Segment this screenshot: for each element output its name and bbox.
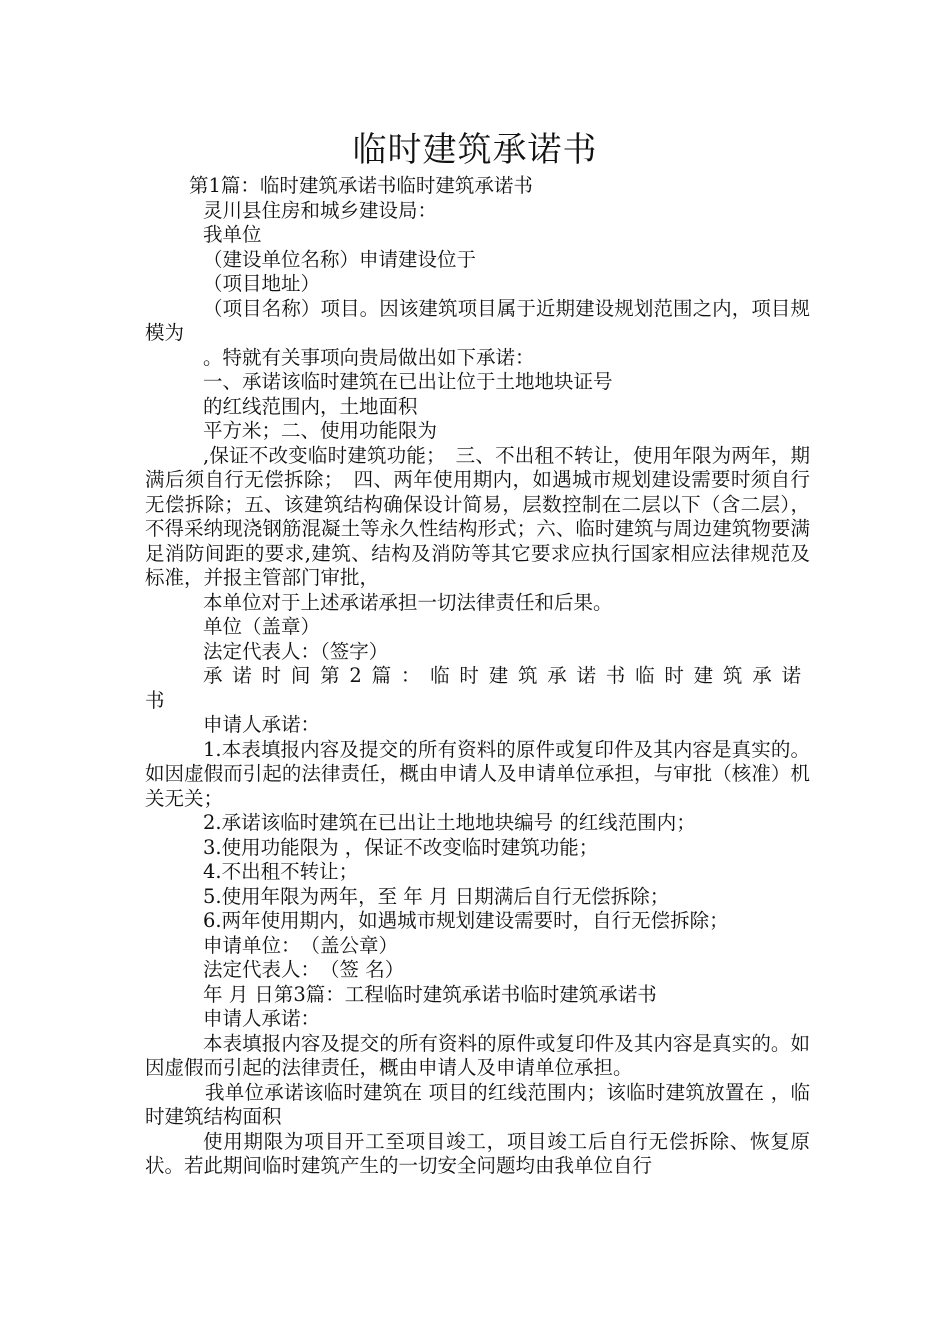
paragraph: （项目名称）项目。因该建筑项目属于近期建设规划范围之内，项目规模为 (145, 296, 810, 344)
document-title: 临时建筑承诺书 (352, 130, 598, 170)
paragraph: （项目地址） (203, 272, 321, 295)
paragraph: 灵川县住房和城乡建设局： (203, 198, 438, 222)
paragraph: 一、承诺该临时建筑在已出让位于土地地块证号 (203, 370, 613, 393)
paragraph: 3.使用功能限为 ，保证不改变临时建筑功能； (203, 835, 599, 859)
paragraph: 4.不出租不转让； (203, 860, 359, 883)
paragraph: ,保证不改变临时建筑功能； 三、不出租不转让，使用年限为两年，期满后须自行无偿拆除； 四、两年使用期内，如遇城市规划建设需要时须自行无偿拆除；五、该建筑结构确保设计简易，层数控制在二层以下（含二层），不得采纳现浇钢筋混凝土等永久性结构形式；六、临时建筑与周边建筑物要满足消防间距的要求,建筑、结构及消防等其它要求应执行国家相应法律规范及标准，并报主管部门审批， (145, 443, 810, 589)
paragraph: 1.本表填报内容及提交的所有资料的原件或复印件及其内容是真实的。如因虚假而引起的法律责任，概由申请人及申请单位承担，与审批（核准）机关无关； (145, 737, 810, 810)
paragraph: 承诺时间第2篇：临时建筑承诺书临时建筑承诺书 (145, 664, 810, 712)
paragraph: （建设单位名称）申请建设位于 (203, 247, 477, 271)
paragraph: 平方米；二、使用功能限为 (203, 419, 438, 442)
paragraph: 6.两年使用期内，如遇城市规划建设需要时，自行无偿拆除； (203, 909, 729, 932)
paragraph: 2.承诺该临时建筑在已出让土地地块编号 的红线范围内； (203, 811, 696, 834)
paragraph: 本表填报内容及提交的所有资料的原件或复印件及其内容是真实的。如因虚假而引起的法律责任，概由申请人及申请单位承担。 (145, 1031, 810, 1079)
paragraph: 的红线范围内，土地面积 (203, 394, 418, 418)
paragraph: 我单位 (203, 223, 262, 246)
paragraph: 第1篇：临时建筑承诺书临时建筑承诺书 (189, 174, 533, 197)
paragraph: 法定代表人：（签字） (203, 639, 389, 663)
paragraph: 单位（盖章） (203, 615, 321, 638)
paragraph: 本单位对于上述承诺承担一切法律责任和后果。 (203, 590, 613, 614)
paragraph: 年 月 日第3篇：工程临时建筑承诺书临时建筑承诺书 (203, 982, 657, 1006)
paragraph: 申请人承诺： (203, 1007, 321, 1030)
document-body (145, 174, 810, 1179)
paragraph: 使用期限为项目开工至项目竣工，项目竣工后自行无偿拆除、恢复原状。若此期间临时建筑产生的一切安全问题均由我单位自行 (145, 1129, 810, 1177)
paragraph: 申请人承诺： (203, 713, 321, 736)
paragraph: 。特就有关事项向贵局做出如下承诺： (203, 345, 535, 369)
paragraph: 申请单位： （盖公章） (203, 933, 399, 957)
paragraph: 我单位承诺该临时建筑在 项目的红线范围内；该临时建筑放置在 ，临时建筑结构面积 (145, 1080, 810, 1128)
paragraph: 法定代表人： （签 名） (203, 958, 405, 981)
paragraph: 5.使用年限为两年，至 年 月 日期满后自行无偿拆除； (203, 884, 670, 908)
